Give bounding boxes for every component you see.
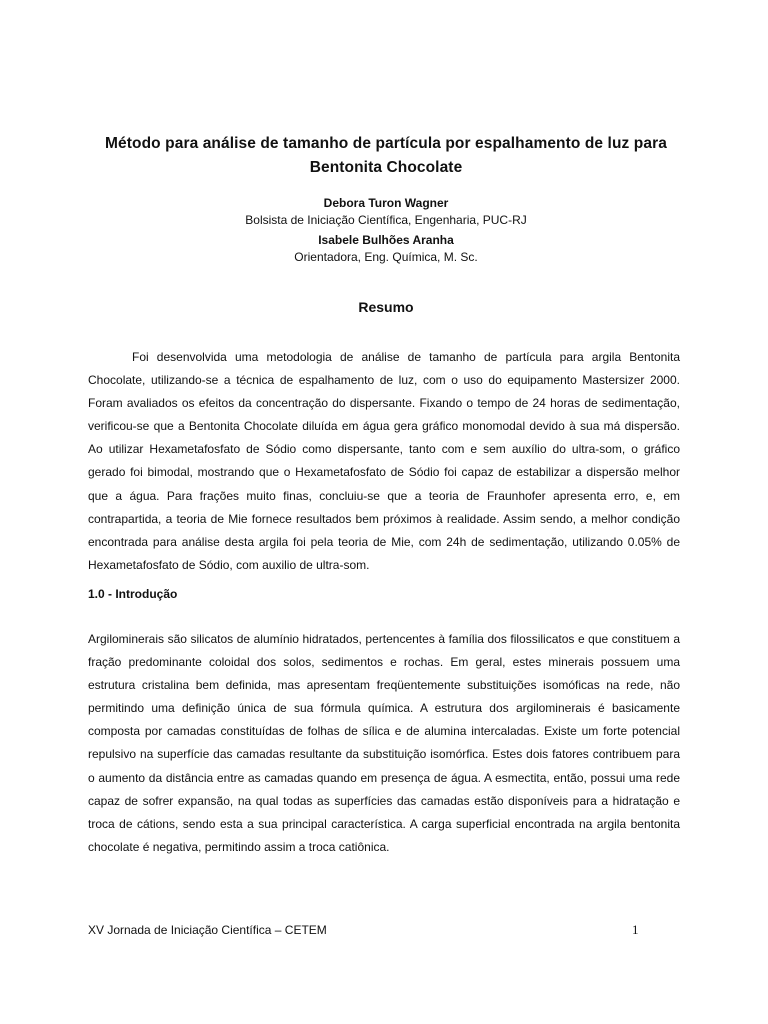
page-number: 1 [632,922,639,937]
footer-text: XV Jornada de Iniciação Científica – CETEM [88,923,327,937]
author-block-1 [90,195,682,229]
abstract-paragraph: Foi desenvolvida uma metodologia de análise de tamanho de partícula para argila Bentonita Chocolate, utilizando-se a técnica de espalhamento de luz, com o uso do equipamento Mastersizer 2000. Foram avaliados os efeitos da concentração do dispersante. Fixando o tempo de 24 horas de sedimentação, verificou-se que a Bentonita Chocolate diluída em água gera gráfico monomodal devido à sua má dispersão. Ao utilizar Hexametafosfato de Sódio como dispersante, tanto com e sem auxílio do ultra-som, o gráfico gerado foi bimodal, mostrando que o Hexametafosfato de Sódio foi capaz de estabilizar a dispersão melhor que a água. Para frações muito finas, concluiu-se que a teoria de Fraunhofer apresenta erro, e, em contrapartida, a teoria de Mie fornece resultados bem próximos à realidade. Assim sendo, a melhor condição encontrada para análise desta argila foi pela teoria de Mie, com 24h de sedimentação, utilizando 0.05% de Hexametafosfato de Sódio, com auxilio de ultra-som. [88,350,680,572]
introduction-paragraph: Argilominerais são silicatos de alumínio hidratados, pertencentes à família dos filossilicatos e que constituem a fração predominante coloidal dos solos, sedimentos e rochas. Em geral, estes minerais possuem uma estrutura cristalina bem definida, mas apresentam freqüentemente substituições isomóficas na rede, não permitindo uma definição única de sua fórmula química. A estrutura dos argilominerais é basicamente composta por camadas constituídas de folhas de sílica e de alumina intercaladas. Existe um forte potencial repulsivo na superfície das camadas resultante da substituição isomórfica. Estes dois fatores contribuem para o aumento da distância entre as camadas quando em presença de água. A esmectita, então, possui uma rede capaz de sofrer expansão, na qual todas as superfícies das camadas estão disponíveis para a hidratação e troca de cátions, sendo esta a sua principal característica. A carga superficial encontrada na argila bentonita chocolate é negativa, permitindo assim a troca catiônica. [88,632,680,854]
author-affiliation: Orientadora, Eng. Química, M. Sc. [294,250,478,264]
author-name: Isabele Bulhões Aranha [318,233,454,247]
document-title: Método para análise de tamanho de partícula por espalhamento de luz para Bentonita Chocolate [105,135,667,176]
section-heading-introduction: 1.0 - Introdução [88,587,178,601]
author-block-2 [90,232,682,266]
author-name: Debora Turon Wagner [323,196,449,210]
author-affiliation: Bolsista de Iniciação Científica, Engenharia, PUC-RJ [245,213,527,227]
abstract-heading: Resumo [358,299,414,315]
